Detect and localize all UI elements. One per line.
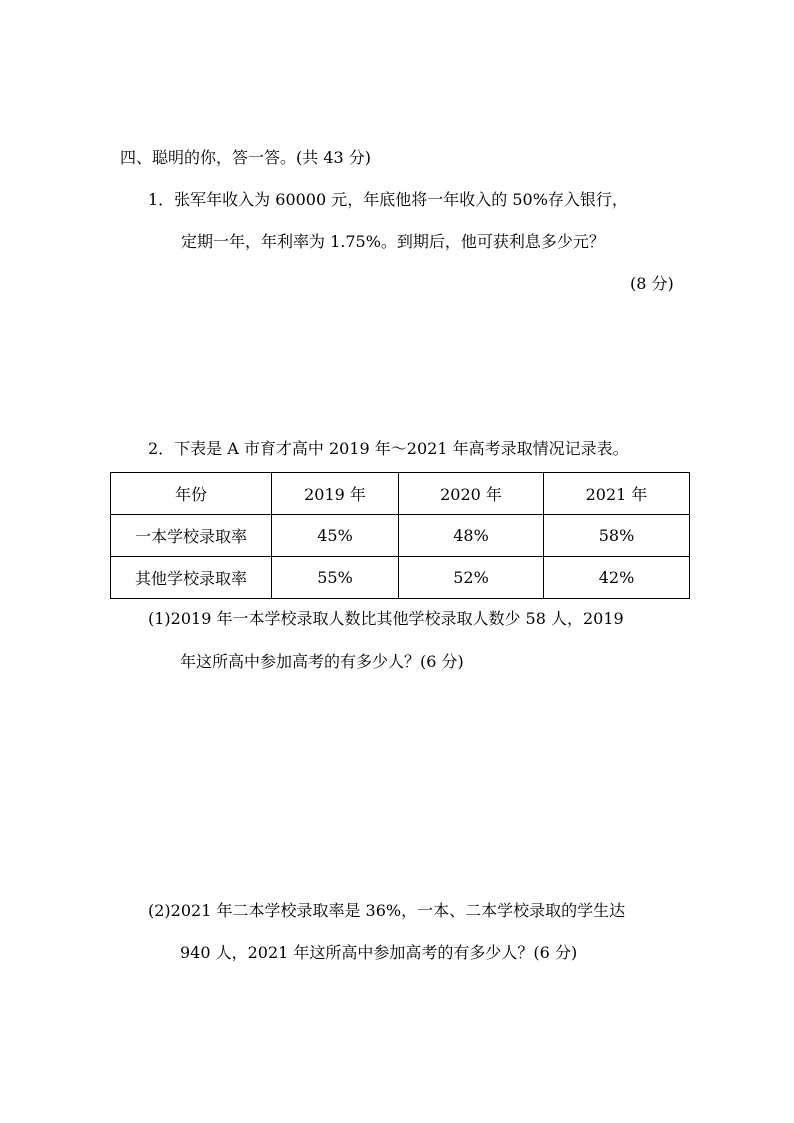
sub-question-2-text-line-2: 940 人，2021 年这所高中参加高考的有多少人？(6 分) (180, 943, 578, 962)
table-row-label: 其他学校录取率 (111, 557, 272, 599)
table-row (111, 557, 690, 599)
table-header-cell: 2020 年 (399, 473, 544, 515)
table-cell: 45% (272, 515, 399, 557)
admission-rate-table (110, 472, 690, 599)
question-1-text-line-1: 1．张军年收入为 60000 元，年底他将一年收入的 50%存入银行， (148, 190, 628, 209)
table-cell: 52% (399, 557, 544, 599)
table-cell: 42% (544, 557, 690, 599)
sub-question-1-text-line-2: 年这所高中参加高考的有多少人？(6 分) (180, 652, 464, 671)
question-1-score: (8 分) (630, 274, 674, 293)
table-header-cell: 2021 年 (544, 473, 690, 515)
table-header-cell: 年份 (111, 473, 272, 515)
table-row (111, 515, 690, 557)
section-title: 四、聪明的你，答一答。(共 43 分) (120, 148, 372, 167)
table-cell: 48% (399, 515, 544, 557)
question-1-text-line-2: 定期一年，年利率为 1.75%。到期后，他可获利息多少元？ (181, 232, 605, 251)
table-cell: 55% (272, 557, 399, 599)
question-2-intro: 2．下表是 A 市育才高中 2019 年～2021 年高考录取情况记录表。 (148, 439, 629, 458)
table-cell: 58% (544, 515, 690, 557)
table-row-label: 一本学校录取率 (111, 515, 272, 557)
sub-question-1-text-line-1: (1)2019 年一本学校录取人数比其他学校录取人数少 58 人，2019 (148, 609, 624, 628)
table-header-row (111, 473, 690, 515)
sub-question-2-text-line-1: (2)2021 年二本学校录取率是 36%，一本、二本学校录取的学生达 (148, 901, 626, 920)
table-header-cell: 2019 年 (272, 473, 399, 515)
